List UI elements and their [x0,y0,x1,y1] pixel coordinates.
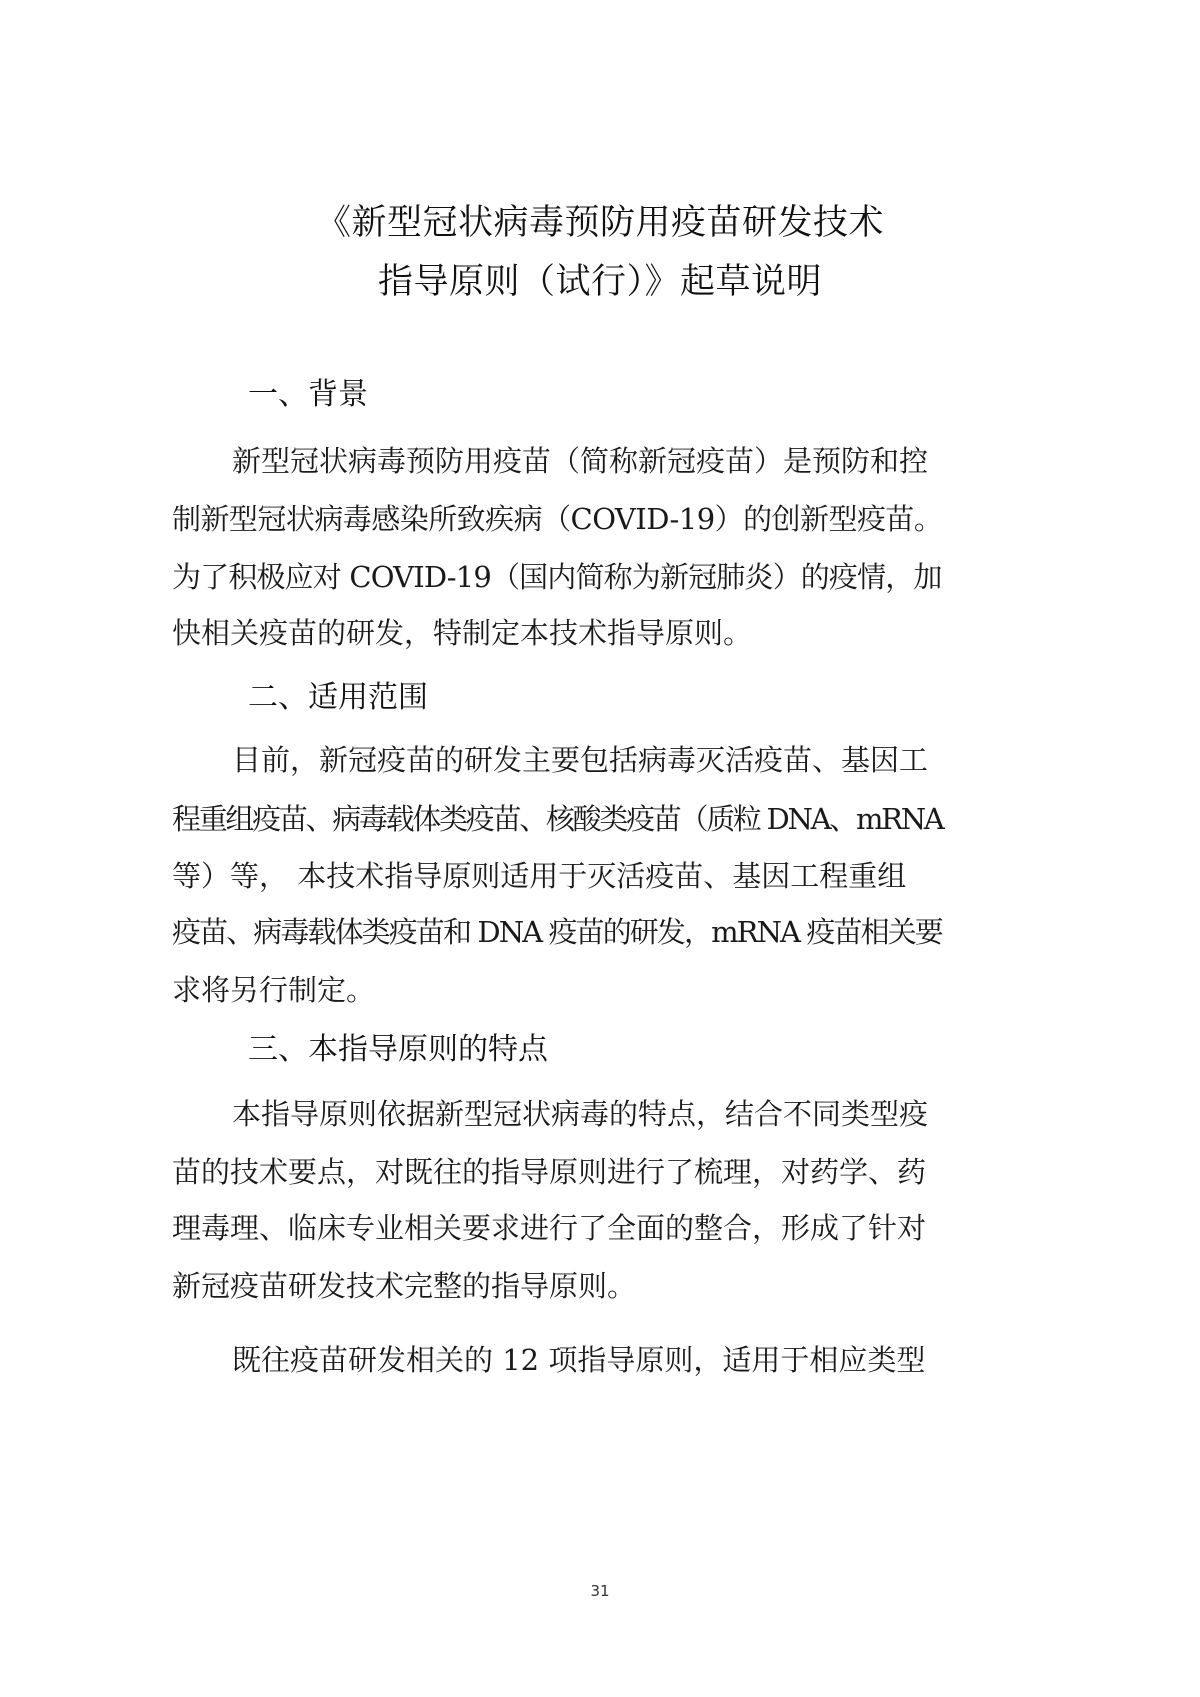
paragraph-line: 为了积极应对 COVID-19（国内简称为新冠肺炎）的疫情，加 [172,560,942,594]
section-heading-background: 一、背景 [248,377,368,412]
paragraph-line: 快相关疫苗的研发，特制定本技术指导原则。 [172,616,753,650]
document-title-line-1: 《新型冠状病毒预防用疫苗研发技术 [315,203,884,243]
paragraph-line: 制新型冠状病毒感染所致疾病（COVID-19）的创新型疫苗。 [172,502,943,536]
paragraph-line: 本指导原则依据新型冠状病毒的特点，结合不同类型疫 [232,1097,929,1131]
section-heading-scope: 二、适用范围 [248,680,428,715]
page-number: 31 [590,1582,610,1600]
paragraph-line: 目前，新冠疫苗的研发主要包括病毒灭活疫苗、基因工 [232,743,929,777]
paragraph-line: 疫苗、病毒载体类疫苗和 DNA 疫苗的研发，mRNA 疫苗相关要 [172,915,942,949]
paragraph-line: 新冠疫苗研发技术完整的指导原则。 [172,1269,637,1303]
paragraph-line: 理毒理、临床专业相关要求进行了全面的整合，形成了针对 [172,1211,927,1245]
paragraph-line: 苗的技术要点，对既往的指导原则进行了梳理，对药学、药 [172,1155,927,1189]
paragraph-line: 求将另行制定。 [172,973,376,1007]
paragraph-line: 等）等， 本技术指导原则适用于灭活疫苗、基因工程重组 [172,859,907,893]
paragraph-line: 程重组疫苗、病毒载体类疫苗、核酸类疫苗（质粒 DNA、mRNA [172,802,943,836]
paragraph-line: 新型冠状病毒预防用疫苗（简称新冠疫苗）是预防和控 [232,444,929,478]
section-heading-features: 三、本指导原则的特点 [248,1032,548,1067]
document-title-line-2: 指导原则（试行）》起草说明 [377,262,822,302]
paragraph-line: 既往疫苗研发相关的 12 项指导原则，适用于相应类型 [232,1343,926,1377]
